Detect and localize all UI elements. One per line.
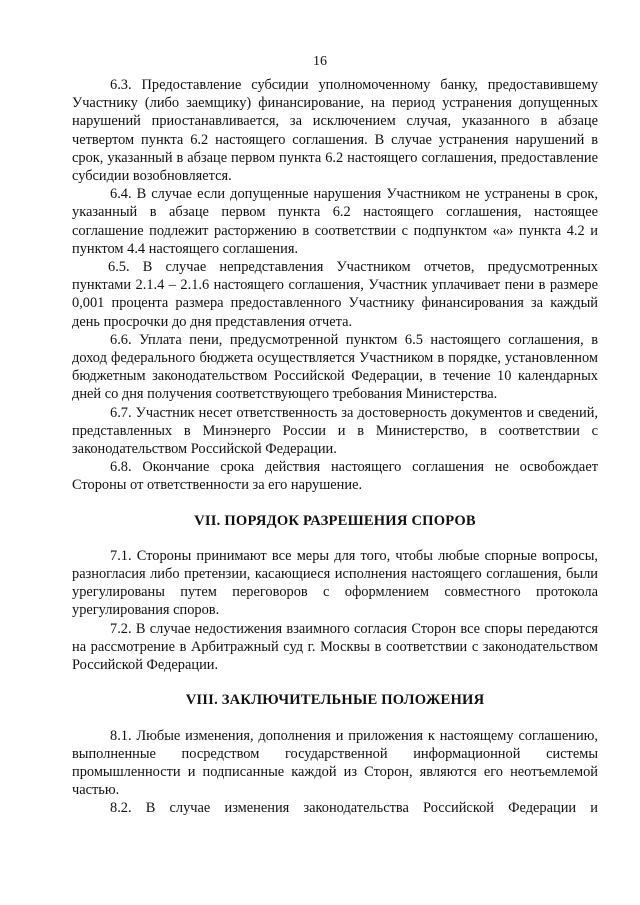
paragraph-7-2: 7.2. В случае недостижения взаимного согласия Сторон все споры передаются на рассмотрение в Арбитражный суд г. Москвы в соответствии с законодательством Российской Федерации. bbox=[72, 620, 598, 674]
section-7-heading: VII. ПОРЯДОК РАЗРЕШЕНИЯ СПОРОВ bbox=[194, 512, 476, 529]
paragraph-6-4: 6.4. В случае если допущенные нарушения Участником не устранены в срок, указанный в абзаце первом пункта 6.2 настоящего соглашения, настоящее соглашение подлежит расторжению в соответствии с подпунктом «а» пункта 4.2 и пунктом 4.4 настоящего соглашения. bbox=[72, 186, 598, 257]
section-8-heading: VIII. ЗАКЛЮЧИТЕЛЬНЫЕ ПОЛОЖЕНИЯ bbox=[185, 692, 485, 709]
paragraph-8-2: 8.2. В случае изменения законодательства Российской Федерации и bbox=[110, 800, 598, 817]
paragraph-6-6: 6.6. Уплата пени, предусмотренной пунктом 6.5 настоящего соглашения, в доход федерального бюджета осуществляется Участником в порядке, установленном бюджетным законодательством Российской Федерации, в течение 10 календарных дней со дня получения соответствующего требования Министерства. bbox=[72, 331, 598, 403]
paragraph-6-5: 6.5. В случае непредставления Участником отчетов, предусмотренных пунктами 2.1.4 – 2.1.6 настоящего соглашения, Участник уплачивает пени в размере 0,001 процента размера предоставленного Участнику финансирования за каждый день просрочки до дня представления отчета. bbox=[72, 259, 598, 330]
paragraph-8-1: 8.1. Любые изменения, дополнения и приложения к настоящему соглашению, выполненные посредством государственной информационной системы промышленности и подписанные каждой из Сторон, являются его неотъемлемой частью. bbox=[72, 727, 598, 799]
paragraph-6-8: 6.8. Окончание срока действия настоящего соглашения не освобождает Стороны от ответственности за его нарушение. bbox=[72, 459, 598, 494]
paragraph-6-7: 6.7. Участник несет ответственность за достоверность документов и сведений, представленных в Минэнерго России и в Министерство, в соответствии с законодательством Российской Федерации. bbox=[72, 404, 598, 458]
paragraph-6-3: 6.3. Предоставление субсидии уполномоченному банку, предоставившему Участнику (либо заемщику) финансирование, на период устранения допущенных нарушений приостанавливается, за исключением случая, указанного в абзаце четвертом пункта 6.2 настоящего соглашения. В случае устранения нарушений в срок, указанный в абзаце первом пункта 6.2 настоящего соглашения, предоставление субсидии возобновляется. bbox=[72, 77, 598, 185]
page-number: 16 bbox=[313, 54, 327, 69]
paragraph-7-1: 7.1. Стороны принимают все меры для того, чтобы любые спорные вопросы, разногласия либо претензии, касающиеся исполнения настоящего соглашения, были урегулированы путем переговоров с оформлением совместного протокола урегулирования споров. bbox=[72, 547, 598, 619]
document-body bbox=[72, 76, 598, 818]
